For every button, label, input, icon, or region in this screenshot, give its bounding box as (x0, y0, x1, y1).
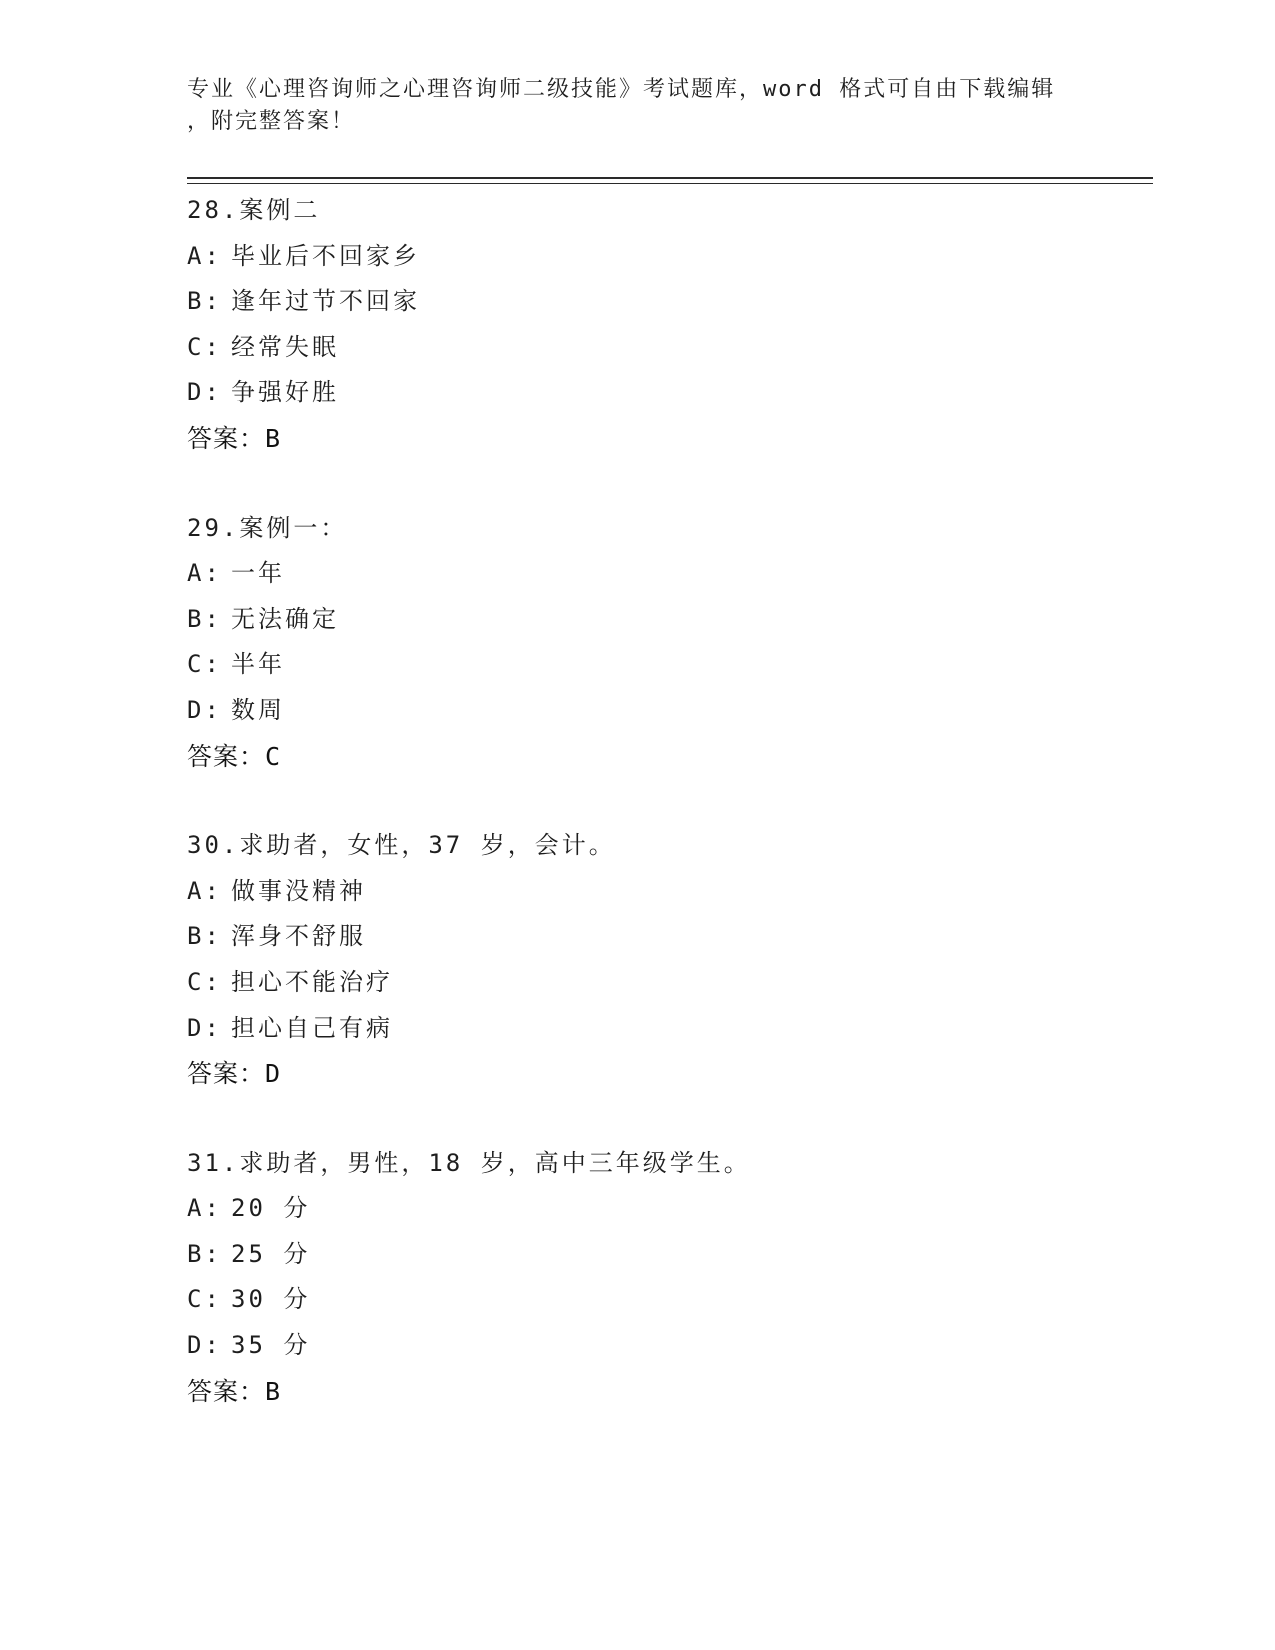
question-28 (187, 188, 1147, 462)
option-letter: B: (187, 604, 222, 633)
option-d (187, 1006, 1147, 1052)
header-divider-thin (187, 183, 1153, 184)
option-a (187, 234, 1147, 280)
header-title-line-2: ，附完整答案！ (187, 109, 356, 134)
option-text: 35 分 (231, 1331, 311, 1360)
header-title-line-1: 专业《心理咨询师之心理咨询师二级技能》考试题库，word 格式可自由下载编辑 (187, 77, 1056, 102)
option-b (187, 279, 1147, 325)
option-text: 做事没精神 (231, 876, 366, 905)
document-header (187, 74, 1087, 138)
option-text: 经常失眠 (231, 332, 339, 361)
option-letter: A: (187, 559, 222, 588)
option-b (187, 1232, 1147, 1278)
question-stem: 28.案例二 (187, 196, 321, 224)
question-stem: 31.求助者，男性，18 岁，高中三年级学生。 (187, 1148, 751, 1177)
option-letter: D: (187, 1013, 222, 1042)
option-d (187, 688, 1147, 734)
answer: 答案：B (187, 423, 282, 453)
option-letter: B: (187, 922, 222, 951)
answer: 答案：C (187, 741, 282, 771)
option-text: 逢年过节不回家 (231, 287, 420, 316)
option-letter: A: (187, 1194, 222, 1223)
option-text: 担心自己有病 (231, 1013, 393, 1042)
option-text: 争强好胜 (231, 378, 339, 407)
question-list (187, 188, 1147, 1458)
option-letter: C: (187, 967, 222, 996)
option-letter: A: (187, 876, 222, 905)
answer: 答案：B (187, 1376, 282, 1406)
question-stem: 30.求助者，女性，37 岁，会计。 (187, 831, 616, 860)
option-b (187, 597, 1147, 643)
question-29 (187, 506, 1147, 780)
option-letter: D: (187, 378, 222, 407)
option-text: 毕业后不回家乡 (231, 241, 420, 270)
option-a (187, 869, 1147, 915)
option-text: 一年 (231, 559, 285, 588)
option-letter: C: (187, 1285, 222, 1314)
option-b (187, 914, 1147, 960)
option-text: 20 分 (231, 1194, 311, 1223)
question-30 (187, 823, 1147, 1097)
option-a (187, 1186, 1147, 1232)
option-letter: D: (187, 695, 222, 724)
question-stem: 29.案例一： (187, 513, 348, 542)
option-letter: C: (187, 650, 222, 679)
option-c (187, 642, 1147, 688)
option-text: 担心不能治疗 (231, 967, 393, 996)
option-text: 浑身不舒服 (231, 922, 366, 951)
option-c (187, 1277, 1147, 1323)
option-c (187, 325, 1147, 371)
option-c (187, 960, 1147, 1006)
option-text: 30 分 (231, 1285, 311, 1314)
option-text: 半年 (231, 650, 285, 679)
option-letter: A: (187, 241, 222, 270)
answer: 答案：D (187, 1059, 282, 1089)
option-text: 数周 (231, 695, 285, 724)
option-letter: B: (187, 287, 222, 316)
option-letter: D: (187, 1331, 222, 1360)
question-31 (187, 1141, 1147, 1415)
option-text: 无法确定 (231, 604, 339, 633)
option-letter: B: (187, 1239, 222, 1268)
option-d (187, 1323, 1147, 1369)
option-text: 25 分 (231, 1239, 311, 1268)
option-letter: C: (187, 332, 222, 361)
option-d (187, 370, 1147, 416)
option-a (187, 551, 1147, 597)
header-divider-thick (187, 177, 1153, 179)
